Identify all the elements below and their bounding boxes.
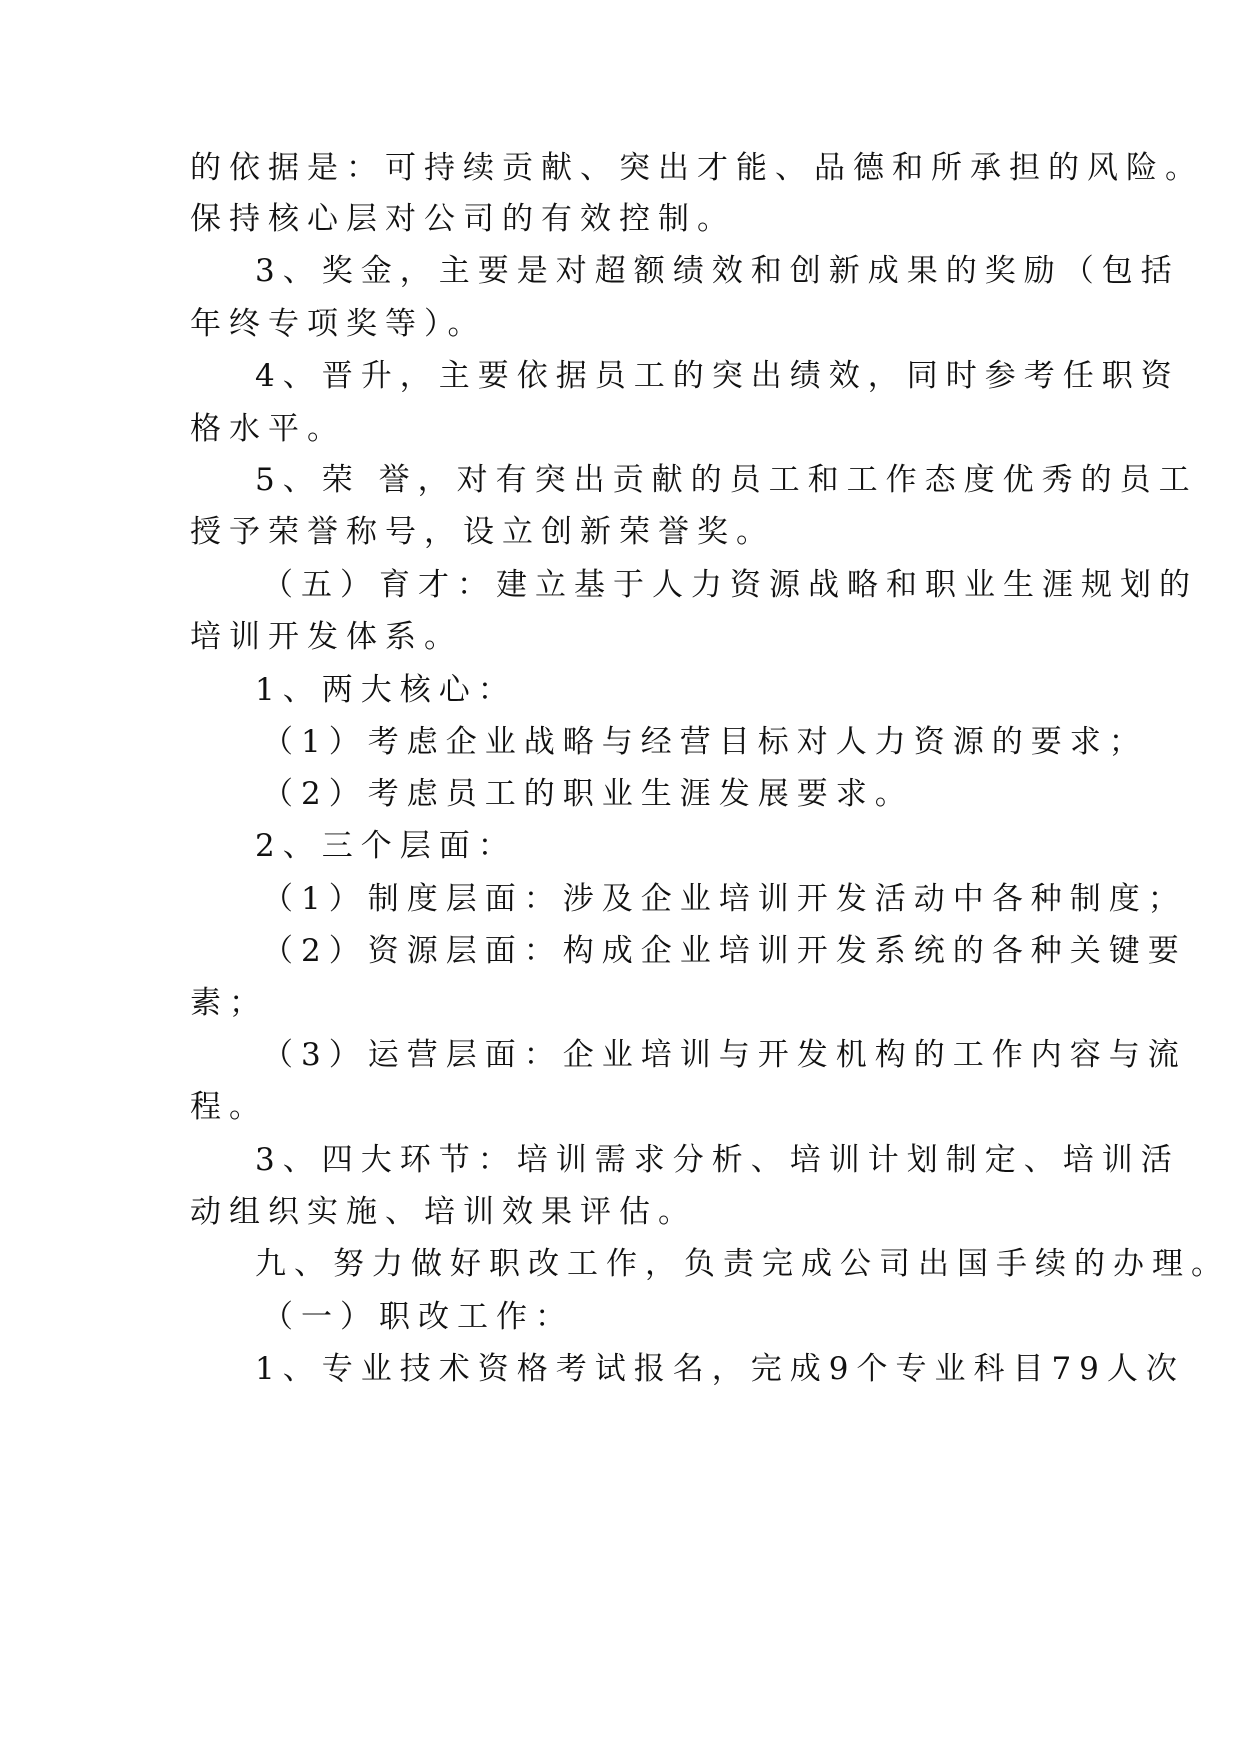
text-line: 3、奖金，主要是对超额绩效和创新成果的奖励（包括: [255, 253, 1180, 289]
text-line: 2、三个层面：: [255, 828, 517, 864]
text-line: 培训开发体系。: [190, 619, 463, 655]
text-line: 动组织实施、培训效果评估。: [190, 1194, 697, 1230]
text-line: 3、四大环节：培训需求分析、培训计划制定、培训活: [255, 1142, 1180, 1178]
text-line: （一）职改工作：: [262, 1299, 574, 1335]
text-line: 年终专项奖等）。: [190, 306, 487, 342]
text-line: （2）考虑员工的职业生涯发展要求。: [262, 776, 914, 812]
text-line: （3）运营层面：企业培训与开发机构的工作内容与流: [262, 1037, 1187, 1073]
text-line: （1）制度层面：涉及企业培训开发活动中各种制度；: [262, 881, 1187, 917]
text-line: （1）考虑企业战略与经营目标对人力资源的要求；: [262, 724, 1148, 760]
text-line: 格水平。: [190, 411, 346, 447]
text-line: 5、荣 誉，对有突出贡献的员工和工作态度优秀的员工: [255, 462, 1198, 498]
text-line: （2）资源层面：构成企业培训开发系统的各种关键要: [262, 933, 1187, 969]
text-line: （五）育才：建立基于人力资源战略和职业生涯规划的: [262, 567, 1198, 603]
text-line: 素；: [190, 985, 268, 1021]
text-line: 1、两大核心：: [255, 672, 517, 708]
text-line: 程。: [190, 1089, 268, 1125]
text-line: 保持核心层对公司的有效控制。: [190, 201, 736, 237]
text-line: 1、专业技术资格考试报名，完成9个专业科目79人次: [255, 1351, 1185, 1387]
text-line: 九、努力做好职改工作，负责完成公司出国手续的办理。: [255, 1246, 1230, 1282]
text-line: 授予荣誉称号，设立创新荣誉奖。: [190, 514, 775, 550]
text-line: 4、晋升，主要依据员工的突出绩效，同时参考任职资: [255, 358, 1180, 394]
text-line: 的依据是：可持续贡献、突出才能、品德和所承担的风险。: [190, 150, 1204, 186]
